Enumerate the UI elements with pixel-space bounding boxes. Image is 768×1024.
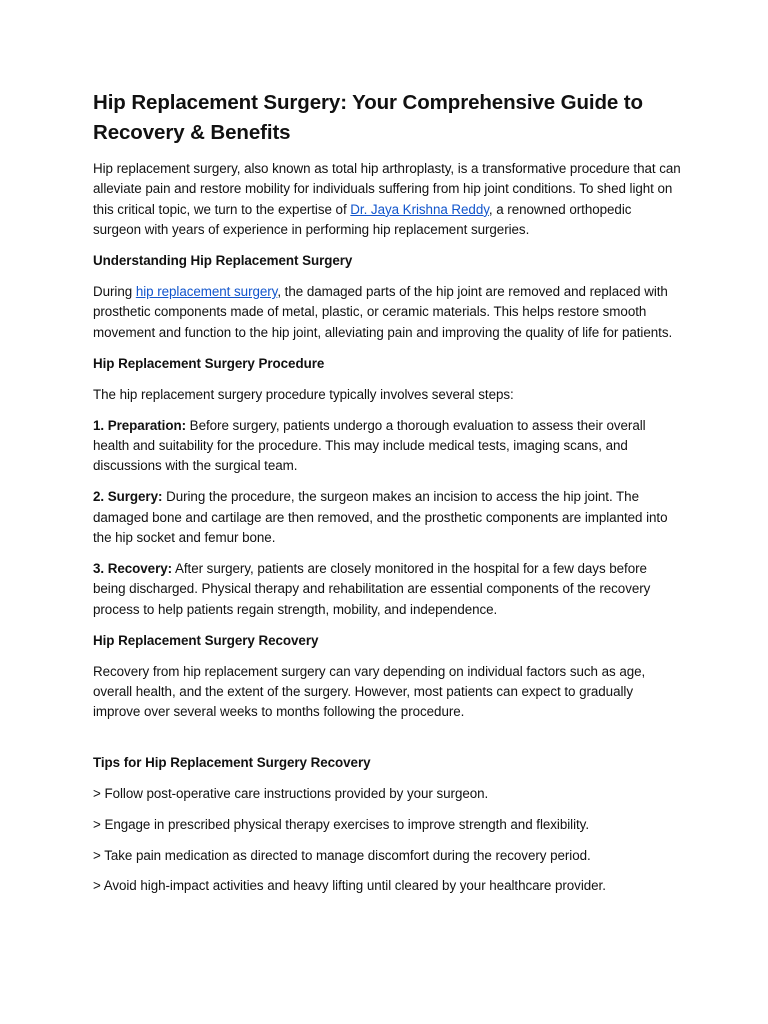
tip-item: > Follow post-operative care instructions provided by your surgeon.: [93, 785, 489, 801]
recovery-heading: Hip Replacement Surgery Recovery: [93, 632, 319, 648]
step-label: 3. Recovery:: [93, 561, 173, 576]
hip-replacement-link[interactable]: hip replacement surgery: [135, 284, 278, 300]
understanding-text-before: During: [93, 284, 136, 300]
procedure-step-surgery: [93, 487, 683, 548]
tips-heading: Tips for Hip Replacement Surgery Recovery: [93, 754, 371, 770]
page-title: Hip Replacement Surgery: Your Comprehensive Guide to Recovery & Benefits: [93, 91, 643, 144]
intro-text-before: Hip replacement surgery, also known as total hip arthroplasty, is a transformative procedure that can alleviate pain and restore mobility for individuals suffering from hip joint conditions. To shed light on this critical topic, we turn to the expertise of: [93, 161, 681, 217]
step-label: 1. Preparation:: [93, 417, 187, 433]
document-page: [93, 88, 683, 907]
procedure-step-preparation: [93, 416, 683, 477]
understanding-heading: Understanding Hip Replacement Surgery: [93, 253, 353, 269]
understanding-paragraph: [93, 282, 683, 343]
step-label: 2. Surgery:: [93, 489, 163, 505]
doctor-link[interactable]: Dr. Jaya Krishna Reddy: [350, 201, 489, 217]
procedure-intro: The hip replacement surgery procedure typically involves several steps:: [93, 386, 514, 402]
intro-text-after: , a renowned orthopedic surgeon with years of experience in performing hip replacement surgeries.: [93, 201, 632, 238]
recovery-paragraph: Recovery from hip replacement surgery can vary depending on individual factors such as age, overall health, and the extent of the surgery. However, most patients can expect to gradually improve over several weeks to months following the procedure.: [93, 663, 646, 720]
tip-item: > Take pain medication as directed to manage discomfort during the recovery period.: [93, 847, 591, 863]
step-text: After surgery, patients are closely monitored in the hospital for a few days before being discharged. Physical therapy and rehabilitation are essential components of the recovery process to help patients regain strength, mobility, and independence.: [93, 561, 651, 617]
tip-item: > Engage in prescribed physical therapy exercises to improve strength and flexibility.: [93, 816, 589, 832]
understanding-text-after: , the damaged parts of the hip joint are removed and replaced with prosthetic components made of metal, plastic, or ceramic materials. This helps restore smooth movement and function to the hip joint, alleviating pain and improving the quality of life for patients.: [93, 284, 673, 340]
intro-paragraph: [93, 159, 683, 241]
procedure-step-recovery: [93, 559, 683, 620]
procedure-heading: Hip Replacement Surgery Procedure: [93, 355, 325, 371]
step-text: Before surgery, patients undergo a thorough evaluation to assess their overall health and suitability for the procedure. This may include medical tests, imaging scans, and discussions with the surgical team.: [93, 417, 646, 474]
tip-item: > Avoid high-impact activities and heavy lifting until cleared by your healthcare provider.: [93, 878, 606, 894]
step-text: During the procedure, the surgeon makes an incision to access the hip joint. The damaged bone and cartilage are then removed, and the prosthetic components are implanted into the hip socket and femur bone.: [93, 489, 668, 546]
